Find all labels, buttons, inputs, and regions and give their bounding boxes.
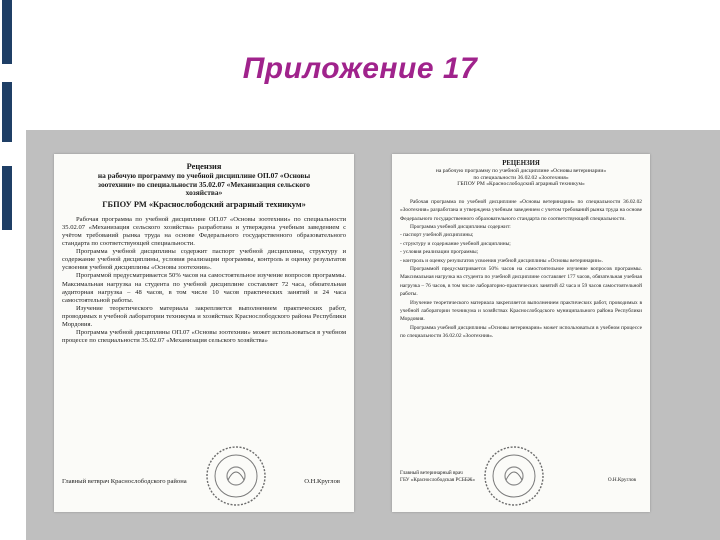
doc2-paragraph: Программой предусматривается 50% часов на самостоятельное изучение вопросов программы. Максимальная нагрузка на студента по учебной дисциплине составляет 177 часов, обязательная учебная нагрузка – 76 часов, в том числе лабораторно-практических занятий 42 часа и 59 часов самостоятельной работы.	[400, 266, 642, 298]
doc2-institution: ГБПОУ РМ «Краснослободский аграрный техникум»	[457, 181, 585, 188]
doc1-paragraph: Программа учебной дисциплины ОП.07 «Основы зоотехнии» может использоваться в учебном процессе по специальности 35.02.07 «Механизация сельского хозяйства»	[62, 329, 346, 345]
review-document-2	[392, 154, 650, 512]
doc2-paragraph: Программа учебной дисциплины «Основы ветеринарии» может использоваться в учебном процессе по специальности 36.02.02 «Зоотехния».	[400, 324, 642, 340]
review-document-1	[54, 154, 354, 512]
doc2-signature	[400, 470, 642, 484]
doc1-signature-name: О.Н.Круглов	[304, 478, 340, 485]
doc1-heading-line: на рабочую программу по учебной дисциплине ОП.07 «Основы	[97, 171, 311, 180]
doc1-heading-line: хозяйства»	[185, 188, 223, 198]
doc2-heading-title: РЕЦЕНЗИЯ	[502, 160, 540, 167]
doc1-paragraph: Изучение теоретического материала закрепляется выполнением практических работ, проводимых в учебной лаборатории техникума и хозяйствах Краснослободского района Республики Мордовия.	[62, 304, 346, 328]
stamp-seal-icon	[204, 444, 268, 508]
doc1-heading-line: зоотехнии» по специальности 35.02.07 «Механизация сельского	[98, 179, 310, 189]
slide-title: Приложение 17	[242, 52, 478, 85]
doc1-heading-title: Рецензия	[186, 162, 222, 171]
doc1-paragraph: Рабочая программа по учебной дисциплине ОП.07 «Основы зоотехнии» по специальности 35.02.07 «Механизация сельского хозяйства» разработана и утверждена учебным заведением с учётом требований рынка труда на основе Федерального государственного образовательного стандарта по соответствующей специальности.	[62, 215, 346, 248]
doc1-signature-role: Главный ветврач Краснослободского района	[62, 478, 187, 485]
doc2-heading-line: на рабочую программу по учебной дисциплине «Основы ветеринарии»	[435, 168, 607, 174]
doc2-heading-line: по специальности 36.02.02 «Зоотехния»	[473, 174, 569, 181]
doc2-signature-name: О.Н.Круглов	[607, 477, 636, 483]
content-panel	[26, 130, 720, 540]
doc1-institution: ГБПОУ РМ «Краснослободский аграрный техникум»	[102, 199, 306, 209]
doc2-list-item: - паспорт учебной дисциплины;	[400, 232, 474, 239]
doc2-paragraph: Изучение теоретического материала закрепляется выполнением практических работ, проводимых в учебной лаборатории техникума и хозяйствах Краснослободского муниципального района Республики Мордовия.	[400, 299, 642, 323]
doc1-paragraph: Программа учебной дисциплины содержит паспорт учебной дисциплины, структуру и содержание учебной дисциплины, условия реализации программы, контроль и оценку результатов усвоения учебной дисциплины «Основы зоотехнии».	[62, 248, 346, 272]
doc2-list-item: - условия реализации программы;	[400, 249, 479, 256]
doc1-paragraph: Программой предусматривается 50% часов на самостоятельное изучение вопросов программы. Максимальная нагрузка на студента по учебной дисциплине составляет 72 часа, обязательная аудиторная нагрузка – 48 часов, в том числе 10 часов практических занятий и 24 часа самостоятельной работы.	[62, 272, 346, 304]
doc2-list-item: - контроль и оценку результатов усвоения учебной дисциплины «Основы ветеринарии».	[400, 257, 603, 264]
accent-segment	[2, 82, 12, 142]
doc1-signature	[62, 478, 346, 486]
accent-segment	[2, 166, 12, 230]
doc2-paragraph: Рабочая программа по учебной дисциплине «Основы ветеринарии» по специальности 36.02.02 «Зоотехния» разработана и утверждена учебным заведением с учетом требований рынка труда на основе Федерального государственного образовательного стандарта по соответствующей специальности.	[400, 198, 642, 222]
doc2-list-item: - структуру и содержание учебной дисциплины;	[400, 240, 511, 247]
doc2-paragraph: Программа учебной дисциплины содержит:	[410, 224, 511, 230]
doc2-signature-org: ГБУ «Краснослободская РСББЖ»	[400, 477, 475, 483]
doc2-signature-role: Главный ветеринарный врач	[400, 470, 463, 476]
